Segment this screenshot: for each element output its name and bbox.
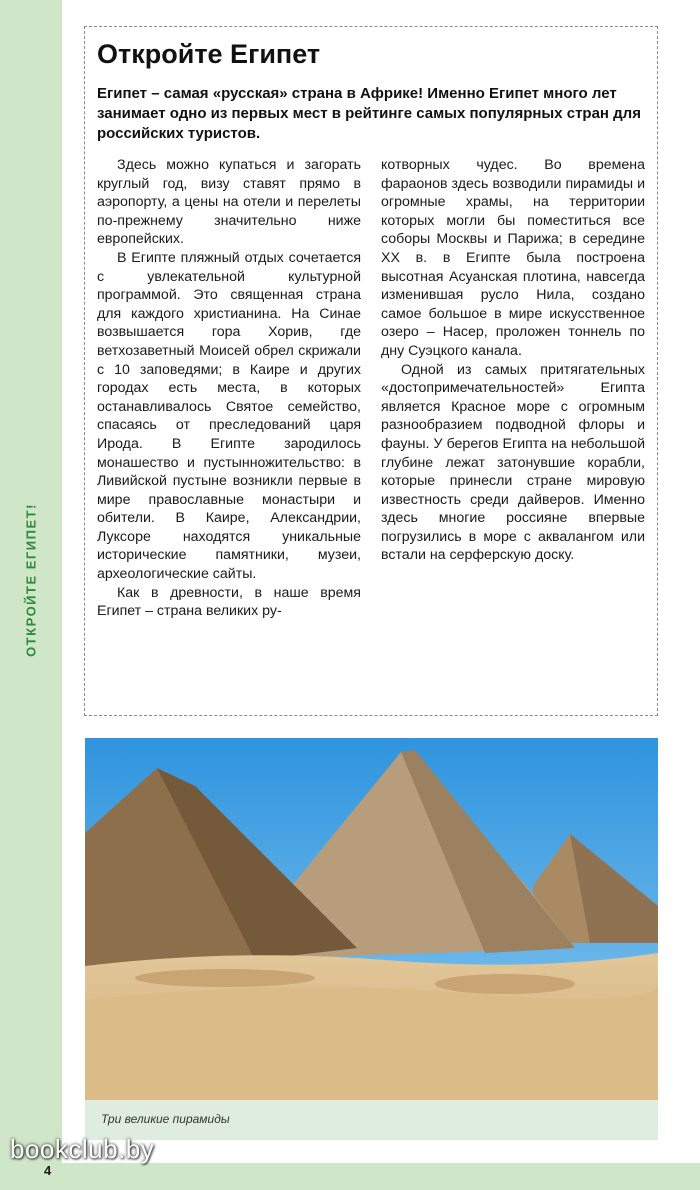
page-number: 4: [44, 1163, 52, 1178]
photo-frame: [85, 738, 658, 1140]
pyramids-photo: [85, 738, 658, 1100]
paragraph: В Египте пляжный отдых сочетается с увлекательной культурной программой. Это священная страна для каждого христианина. На Синае возвышается гора Хорив, где ветхозаветный Моисей обрел скрижали с 10 заповедями; в Каире и других городах есть места, в которых останавливалось Святое семейство, спасаясь от преследований царя Ирода. В Египте зародилось монашество и пустынножительство: в Ливийской пустыне возникли первые в мире православные монастыри и обители. В Каире, Александрии, Луксоре находятся уникальные исторические памятники, музеи, археологические сайты.: [97, 249, 361, 583]
article-box: [84, 26, 658, 716]
paragraph: Здесь можно купаться и загорать круглый год, визу ставят прямо в аэропорту, а цены на отели и перелеты по-прежнему значительно ниже европейских.: [97, 157, 361, 248]
photo-caption: Три великие пирамиды: [101, 1112, 230, 1126]
paragraph: Одной из самых притягательных «достопримечательностей» Египта является Красное море с огромным разнообразием подводной флоры и фауны. У берегов Египта на небольшой глубине лежат затонувшие корабли, которые принесли стране мировую известность среди дайверов. Именно здесь многие россияне впервые погрузились в море с аквалангом или встали на серферскую доску.: [381, 361, 645, 564]
article-title: Откройте Египет: [97, 39, 321, 69]
bottom-band: [0, 1163, 700, 1190]
watermark: bookclub.by: [10, 1134, 155, 1164]
article-lead: Египет – самая «русская» страна в Африке! Именно Египет много лет занимает одно из первых мест в рейтинге самых популярных стран для российских туристов.: [97, 85, 641, 142]
paragraph: Как в древности, в наше время Египет – страна великих ру-: [97, 584, 361, 620]
right-column: [381, 156, 645, 621]
paragraph-continued: котворных чудес. Во времена фараонов здесь возводили пирамиды и огромные храмы, на территории которых могли бы поместиться все соборы Москвы и Парижа; в середине XX в. в Египте была построена высотная Асуанская плотина, навсегда изменившая русло Нила, создано самое большое в мире искусственное озеро – Насер, проложен тоннель по дну Суэцкого канала.: [381, 157, 645, 359]
article-columns: [97, 156, 645, 621]
left-column: [97, 156, 361, 621]
section-title-vertical: ОТКРОЙТЕ ЕГИПЕТ!: [23, 503, 39, 657]
